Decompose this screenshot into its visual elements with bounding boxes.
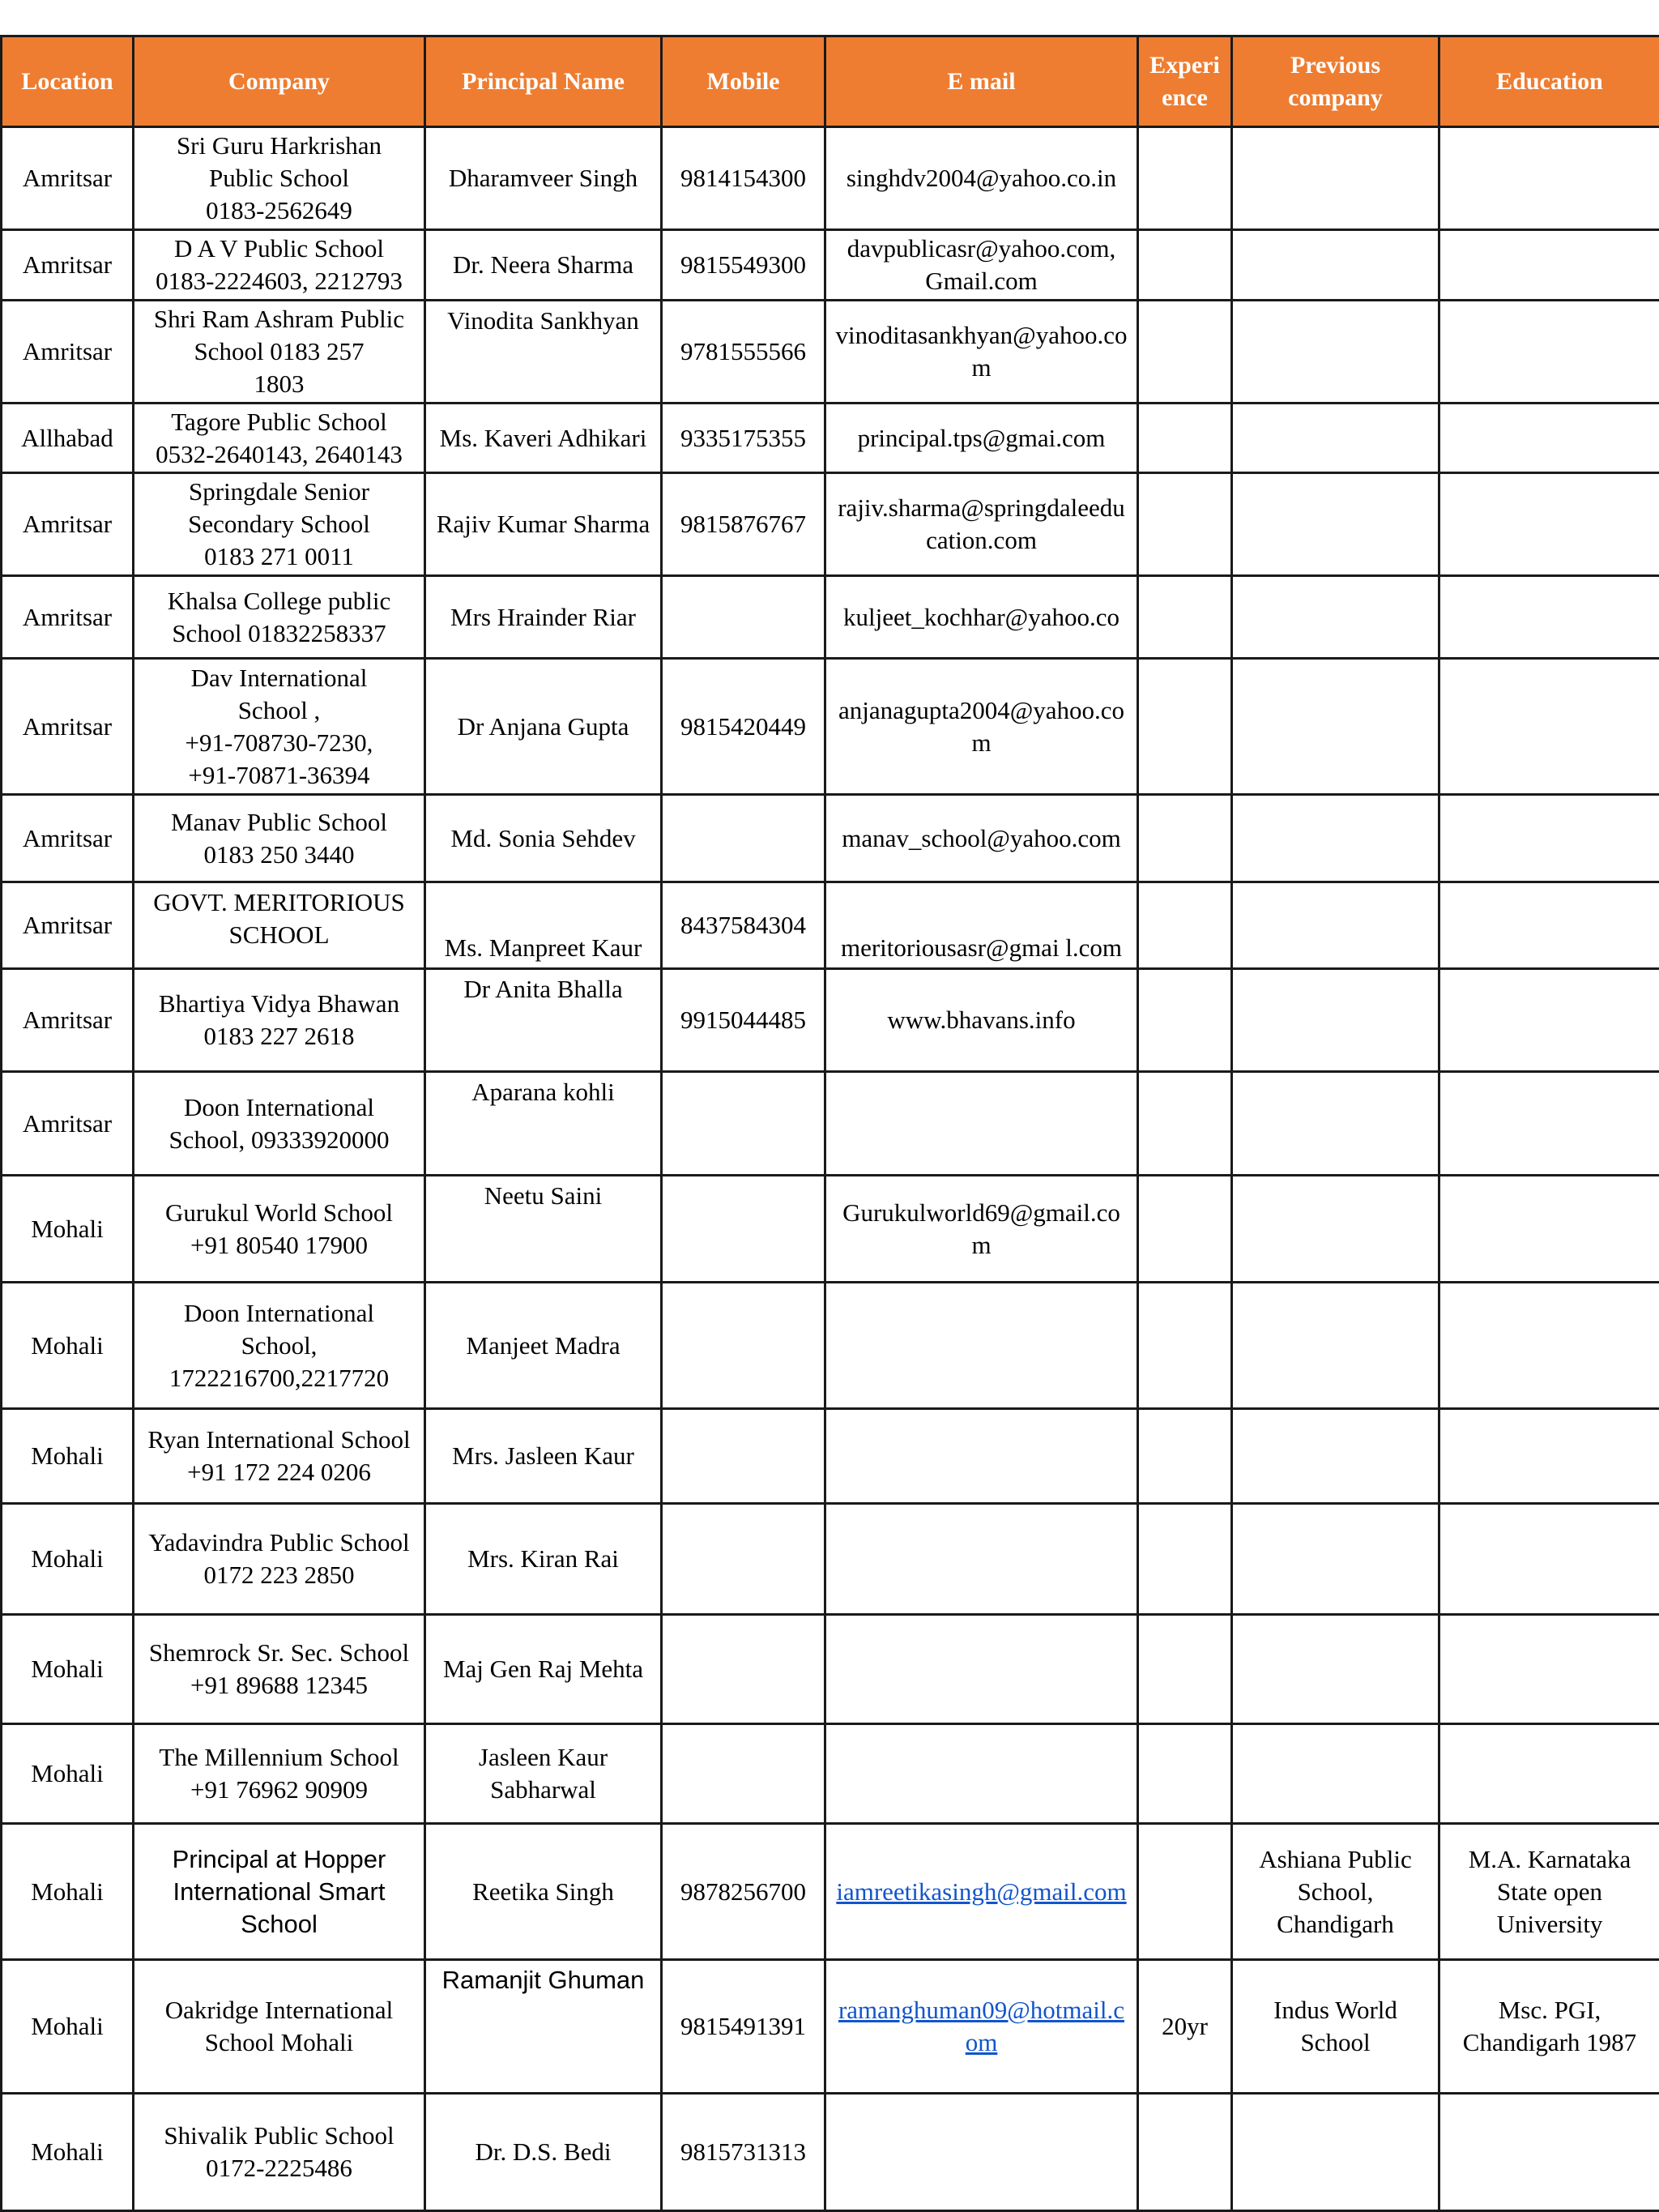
header-previous-company: Previous company xyxy=(1232,36,1439,127)
cell-principal: Md. Sonia Sehdev xyxy=(425,795,662,882)
cell-education xyxy=(1439,882,1659,969)
cell-principal: Dr. D.S. Bedi xyxy=(425,2094,662,2211)
cell-education: Msc. PGI, Chandigarh 1987 xyxy=(1439,1960,1659,2094)
cell-location: Amritsar xyxy=(2,969,134,1072)
cell-experience xyxy=(1138,795,1232,882)
cell-location: Allhabad xyxy=(2,404,134,473)
cell-company: D A V Public School 0183-2224603, 2212793 xyxy=(134,230,425,301)
cell-mobile: 9335175355 xyxy=(662,404,825,473)
cell-location: Amritsar xyxy=(2,127,134,230)
cell-education xyxy=(1439,1176,1659,1283)
cell-experience xyxy=(1138,1283,1232,1409)
table-row xyxy=(2,1176,1659,1283)
cell-location: Mohali xyxy=(2,1960,134,2094)
cell-previous-company xyxy=(1232,659,1439,795)
cell-principal: Vinodita Sankhyan xyxy=(425,301,662,404)
cell-previous-company xyxy=(1232,1283,1439,1409)
cell-location: Mohali xyxy=(2,1176,134,1283)
cell-company: Tagore Public School 0532-2640143, 2640143 xyxy=(134,404,425,473)
cell-previous-company xyxy=(1232,1615,1439,1724)
cell-company: Oakridge International School Mohali xyxy=(134,1960,425,2094)
cell-mobile xyxy=(662,1072,825,1176)
cell-mobile xyxy=(662,576,825,659)
cell-company: Sri Guru Harkrishan Public School 0183-2562649 xyxy=(134,127,425,230)
cell-education xyxy=(1439,1615,1659,1724)
cell-mobile: 9814154300 xyxy=(662,127,825,230)
cell-mobile: 9815420449 xyxy=(662,659,825,795)
school-contacts-table xyxy=(0,35,1659,2212)
cell-education xyxy=(1439,1409,1659,1504)
cell-principal: Neetu Saini xyxy=(425,1176,662,1283)
header-row xyxy=(2,36,1659,127)
table-row xyxy=(2,301,1659,404)
header-email: E mail xyxy=(825,36,1138,127)
header-principal-name: Principal Name xyxy=(425,36,662,127)
cell-experience xyxy=(1138,404,1232,473)
cell-previous-company xyxy=(1232,1072,1439,1176)
cell-location: Mohali xyxy=(2,2094,134,2211)
cell-company: Springdale Senior Secondary School 0183 271 0011 xyxy=(134,473,425,576)
table-row xyxy=(2,127,1659,230)
cell-location: Mohali xyxy=(2,1504,134,1615)
cell-location: Amritsar xyxy=(2,1072,134,1176)
cell-mobile xyxy=(662,1409,825,1504)
table-row xyxy=(2,1960,1659,2094)
cell-experience xyxy=(1138,1176,1232,1283)
header-mobile: Mobile xyxy=(662,36,825,127)
cell-experience: 20yr xyxy=(1138,1960,1232,2094)
table-row xyxy=(2,1409,1659,1504)
cell-location: Amritsar xyxy=(2,659,134,795)
cell-location: Amritsar xyxy=(2,473,134,576)
cell-location: Mohali xyxy=(2,1615,134,1724)
table-row xyxy=(2,1615,1659,1724)
cell-previous-company xyxy=(1232,301,1439,404)
cell-mobile xyxy=(662,1176,825,1283)
cell-principal: Dr Anjana Gupta xyxy=(425,659,662,795)
cell-location: Mohali xyxy=(2,1409,134,1504)
cell-experience xyxy=(1138,301,1232,404)
cell-company: Khalsa College public School 01832258337 xyxy=(134,576,425,659)
cell-email: anjanagupta2004@yahoo.co m xyxy=(825,659,1138,795)
cell-previous-company xyxy=(1232,127,1439,230)
cell-education xyxy=(1439,659,1659,795)
cell-previous-company xyxy=(1232,576,1439,659)
cell-principal: Dr. Neera Sharma xyxy=(425,230,662,301)
cell-experience xyxy=(1138,473,1232,576)
cell-mobile xyxy=(662,1504,825,1615)
cell-previous-company xyxy=(1232,969,1439,1072)
cell-company: Doon International School, 1722216700,2217720 xyxy=(134,1283,425,1409)
cell-education xyxy=(1439,795,1659,882)
cell-experience xyxy=(1138,1724,1232,1824)
cell-email: kuljeet_kochhar@yahoo.co xyxy=(825,576,1138,659)
cell-experience xyxy=(1138,2094,1232,2211)
cell-experience xyxy=(1138,1409,1232,1504)
cell-company: Manav Public School 0183 250 3440 xyxy=(134,795,425,882)
cell-company: Principal at Hopper International Smart School xyxy=(134,1824,425,1960)
cell-mobile: 9815549300 xyxy=(662,230,825,301)
cell-previous-company xyxy=(1232,882,1439,969)
cell-mobile: 8437584304 xyxy=(662,882,825,969)
cell-principal: Manjeet Madra xyxy=(425,1283,662,1409)
cell-mobile: 9915044485 xyxy=(662,969,825,1072)
cell-previous-company xyxy=(1232,1409,1439,1504)
cell-previous-company xyxy=(1232,795,1439,882)
cell-company: Yadavindra Public School 0172 223 2850 xyxy=(134,1504,425,1615)
cell-location: Mohali xyxy=(2,1824,134,1960)
cell-mobile xyxy=(662,1724,825,1824)
cell-education xyxy=(1439,1283,1659,1409)
cell-company: Gurukul World School +91 80540 17900 xyxy=(134,1176,425,1283)
cell-principal: Ramanjit Ghuman xyxy=(425,1960,662,2094)
email-link[interactable]: iamreetikasingh@gmail.com xyxy=(825,1824,1138,1960)
table-row xyxy=(2,404,1659,473)
cell-email: www.bhavans.info xyxy=(825,969,1138,1072)
cell-company: Shri Ram Ashram Public School 0183 257 1803 xyxy=(134,301,425,404)
cell-experience xyxy=(1138,127,1232,230)
cell-previous-company xyxy=(1232,1724,1439,1824)
cell-principal: Aparana kohli xyxy=(425,1072,662,1176)
header-company: Company xyxy=(134,36,425,127)
cell-email xyxy=(825,1615,1138,1724)
cell-previous-company xyxy=(1232,2094,1439,2211)
cell-principal: Mrs Hrainder Riar xyxy=(425,576,662,659)
table-row xyxy=(2,969,1659,1072)
cell-principal: Dr Anita Bhalla xyxy=(425,969,662,1072)
cell-company: Ryan International School +91 172 224 0206 xyxy=(134,1409,425,1504)
cell-mobile: 9878256700 xyxy=(662,1824,825,1960)
cell-email: manav_school@yahoo.com xyxy=(825,795,1138,882)
cell-principal: Mrs. Kiran Rai xyxy=(425,1504,662,1615)
cell-email: principal.tps@gmai.com xyxy=(825,404,1138,473)
cell-mobile xyxy=(662,795,825,882)
cell-mobile xyxy=(662,1283,825,1409)
table-row xyxy=(2,473,1659,576)
cell-previous-company xyxy=(1232,1176,1439,1283)
cell-experience xyxy=(1138,1504,1232,1615)
cell-experience xyxy=(1138,659,1232,795)
cell-principal: Maj Gen Raj Mehta xyxy=(425,1615,662,1724)
cell-education xyxy=(1439,1724,1659,1824)
table-row xyxy=(2,795,1659,882)
cell-education: M.A. Karnataka State open University xyxy=(1439,1824,1659,1960)
cell-education xyxy=(1439,301,1659,404)
cell-company: Doon International School, 09333920000 xyxy=(134,1072,425,1176)
cell-email xyxy=(825,1409,1138,1504)
cell-education xyxy=(1439,1072,1659,1176)
table-row xyxy=(2,659,1659,795)
cell-location: Mohali xyxy=(2,1283,134,1409)
table-row xyxy=(2,230,1659,301)
cell-previous-company xyxy=(1232,230,1439,301)
cell-experience xyxy=(1138,1824,1232,1960)
cell-education xyxy=(1439,969,1659,1072)
cell-principal: Ms. Manpreet Kaur xyxy=(425,882,662,969)
cell-company: GOVT. MERITORIOUS SCHOOL xyxy=(134,882,425,969)
cell-experience xyxy=(1138,1072,1232,1176)
cell-email: Gurukulworld69@gmail.co m xyxy=(825,1176,1138,1283)
cell-education xyxy=(1439,473,1659,576)
table-row xyxy=(2,1072,1659,1176)
header-education: Education xyxy=(1439,36,1659,127)
cell-education xyxy=(1439,230,1659,301)
cell-mobile: 9815876767 xyxy=(662,473,825,576)
cell-experience xyxy=(1138,230,1232,301)
cell-mobile xyxy=(662,1615,825,1724)
table-row xyxy=(2,1724,1659,1824)
email-link[interactable]: ramanghuman09@hotmail.c om xyxy=(825,1960,1138,2094)
cell-email xyxy=(825,1283,1138,1409)
cell-education xyxy=(1439,404,1659,473)
table-row xyxy=(2,1283,1659,1409)
cell-email xyxy=(825,1724,1138,1824)
cell-mobile: 9815731313 xyxy=(662,2094,825,2211)
cell-email xyxy=(825,2094,1138,2211)
cell-experience xyxy=(1138,969,1232,1072)
cell-company: Shemrock Sr. Sec. School +91 89688 12345 xyxy=(134,1615,425,1724)
cell-previous-company xyxy=(1232,1504,1439,1615)
table-row xyxy=(2,576,1659,659)
cell-email: meritoriousasr@gmai l.com xyxy=(825,882,1138,969)
cell-principal: Dharamveer Singh xyxy=(425,127,662,230)
cell-location: Amritsar xyxy=(2,795,134,882)
cell-location: Amritsar xyxy=(2,576,134,659)
cell-location: Amritsar xyxy=(2,230,134,301)
cell-email: vinoditasankhyan@yahoo.co m xyxy=(825,301,1138,404)
cell-education xyxy=(1439,2094,1659,2211)
cell-previous-company: Indus World School xyxy=(1232,1960,1439,2094)
cell-experience xyxy=(1138,1615,1232,1724)
cell-principal: Mrs. Jasleen Kaur xyxy=(425,1409,662,1504)
cell-previous-company xyxy=(1232,404,1439,473)
cell-education xyxy=(1439,576,1659,659)
cell-education xyxy=(1439,1504,1659,1615)
cell-principal: Rajiv Kumar Sharma xyxy=(425,473,662,576)
cell-mobile: 9815491391 xyxy=(662,1960,825,2094)
cell-principal: Ms. Kaveri Adhikari xyxy=(425,404,662,473)
cell-location: Mohali xyxy=(2,1724,134,1824)
cell-location: Amritsar xyxy=(2,882,134,969)
header-location: Location xyxy=(2,36,134,127)
cell-principal: Jasleen Kaur Sabharwal xyxy=(425,1724,662,1824)
cell-experience xyxy=(1138,576,1232,659)
cell-principal: Reetika Singh xyxy=(425,1824,662,1960)
cell-email: singhdv2004@yahoo.co.in xyxy=(825,127,1138,230)
table-row xyxy=(2,882,1659,969)
table-row xyxy=(2,2094,1659,2211)
cell-mobile: 9781555566 xyxy=(662,301,825,404)
cell-company: Dav International School , +91-708730-7230, +91-70871-36394 xyxy=(134,659,425,795)
cell-education xyxy=(1439,127,1659,230)
table-row xyxy=(2,1504,1659,1615)
cell-email xyxy=(825,1072,1138,1176)
cell-email: rajiv.sharma@springdaleedu cation.com xyxy=(825,473,1138,576)
cell-company: The Millennium School +91 76962 90909 xyxy=(134,1724,425,1824)
cell-location: Amritsar xyxy=(2,301,134,404)
cell-previous-company xyxy=(1232,473,1439,576)
cell-email: davpublicasr@yahoo.com, Gmail.com xyxy=(825,230,1138,301)
table-row xyxy=(2,1824,1659,1960)
header-experience: Experi ence xyxy=(1138,36,1232,127)
cell-company: Shivalik Public School 0172-2225486 xyxy=(134,2094,425,2211)
cell-experience xyxy=(1138,882,1232,969)
cell-email xyxy=(825,1504,1138,1615)
cell-company: Bhartiya Vidya Bhawan 0183 227 2618 xyxy=(134,969,425,1072)
cell-previous-company: Ashiana Public School, Chandigarh xyxy=(1232,1824,1439,1960)
